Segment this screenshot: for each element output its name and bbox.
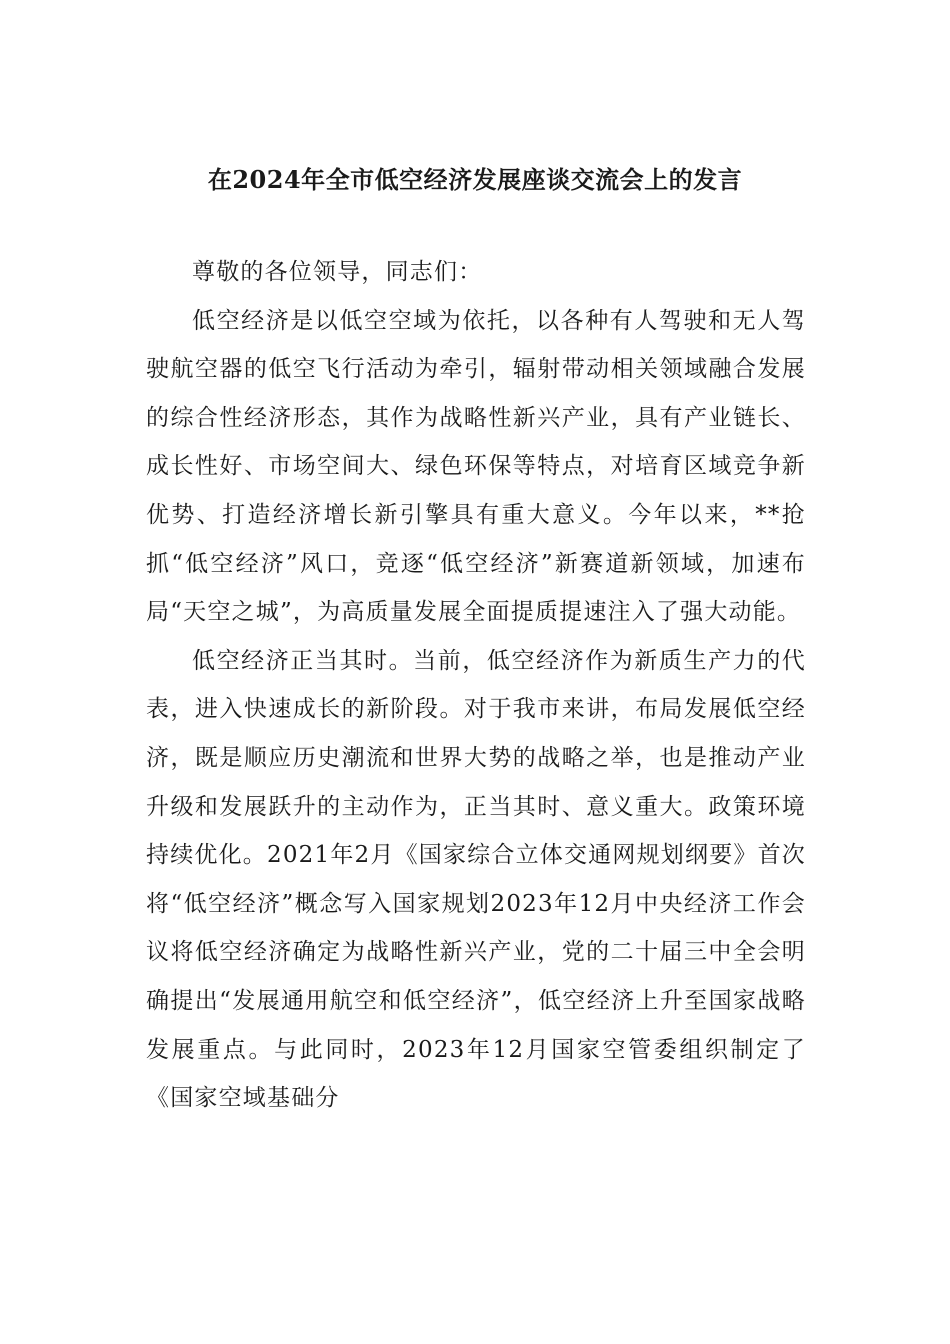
salutation: 尊敬的各位领导，同志们：: [192, 259, 483, 285]
paragraph-intro: 低空经济是以低空空域为依托，以各种有人驾驶和无人驾驶航空器的低空飞行活动为牵引，辐射带动相关领域融合发展的综合性经济形态，其作为战略性新兴产业，具有产业链长、成长性好、市场空间大、绿色环保等特点，对培育区域竞争新优势、打造经济增长新引擎具有重大意义。今年以来，**抢抓“低空经济”风口，竞逐“低空经济”新赛道新领域，加速布局“天空之城”，为高质量发展全面提质提速注入了强大动能。: [146, 307, 806, 626]
document-body: [146, 248, 806, 1123]
paragraph-timing: 低空经济正当其时。当前，低空经济作为新质生产力的代表，进入快速成长的新阶段。对于我市来讲，布局发展低空经济，既是顺应历史潮流和世界大势的战略之举，也是推动产业升级和发展跃升的主动作为，正当其时、意义重大。政策环境持续优化。2021年2月《国家综合立体交通网规划纲要》首次将“低空经济”概念写入国家规划2023年12月中央经济工作会议将低空经济确定为战略性新兴产业，党的二十届三中全会明确提出“发展通用航空和低空经济”，低空经济上升至国家战略发展重点。与此同时，2023年12月国家空管委组织制定了《国家空域基础分: [146, 647, 806, 1112]
document-title: 在2024年全市低空经济发展座谈交流会上的发言: [207, 165, 743, 194]
